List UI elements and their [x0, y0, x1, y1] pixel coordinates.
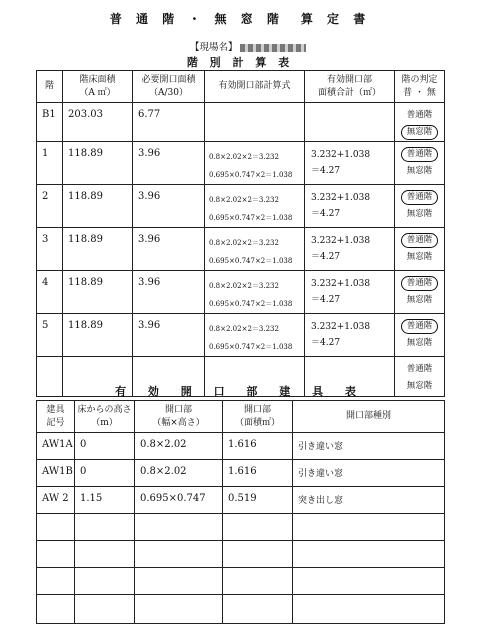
opening-area-cell: 1.616: [223, 433, 293, 460]
effective-total-cell: [305, 103, 395, 142]
col-opening-area: 開口部 （面積㎡）: [223, 401, 293, 433]
required-area-cell: 3.96: [133, 314, 205, 357]
formula-cell: [205, 142, 305, 185]
col-height: 床からの高さ （m）: [75, 401, 135, 433]
opening-size-cell: 0.8×2.02: [135, 460, 223, 487]
opening-type-cell: [293, 541, 445, 568]
fixture-row: [37, 541, 445, 568]
symbol-cell: [37, 595, 75, 624]
required-area-cell: 3.96: [133, 271, 205, 314]
judgement-cell: [395, 103, 445, 142]
judge-normal: 普通階: [401, 233, 439, 248]
col-opening-size: 開口部 （幅×高さ）: [135, 401, 223, 433]
formula-cell: [205, 228, 305, 271]
total-line: ＝4.27: [311, 295, 341, 305]
height-cell: [75, 514, 135, 541]
height-cell: 0: [75, 433, 135, 460]
opening-size-cell: [135, 514, 223, 541]
col-judgement: 階の判定 普 ・ 無: [395, 71, 445, 103]
floor-area-cell: 118.89: [63, 314, 133, 357]
col-floor-area: 階床面積 （A ㎡）: [63, 71, 133, 103]
floor-area-cell: 118.89: [63, 228, 133, 271]
floor-row: [37, 314, 445, 357]
judgement-cell: [395, 314, 445, 357]
height-cell: 0: [75, 460, 135, 487]
col-symbol: 建具 記号: [37, 401, 75, 433]
fixture-row: [37, 514, 445, 541]
effective-total-cell: [305, 314, 395, 357]
height-cell: [75, 568, 135, 595]
col-formula: 有効開口部計算式: [205, 71, 305, 103]
required-area-cell: 3.96: [133, 228, 205, 271]
site-name-field: [190, 39, 306, 53]
judge-windowless: 無窓階: [406, 338, 433, 348]
opening-area-cell: [223, 595, 293, 624]
judgement-cell: [395, 185, 445, 228]
formula-line: 0.8×2.02×2＝3.232: [209, 239, 279, 247]
col-floor: 階: [37, 71, 63, 103]
formula-line: 0.8×2.02×2＝3.232: [209, 325, 279, 333]
fixture-row: [37, 595, 445, 624]
total-line: 3.232+1.038: [311, 193, 371, 203]
floor-row: [37, 185, 445, 228]
col-required-opening: 必要開口面積 （A/30）: [133, 71, 205, 103]
fixture-row: [37, 433, 445, 460]
judge-normal: 普通階: [401, 190, 439, 205]
judge-windowless: 無窓階: [401, 125, 439, 140]
opening-size-cell: [135, 541, 223, 568]
fixture-table-header: [37, 401, 445, 433]
judge-windowless: 無窓階: [406, 166, 433, 176]
floor-calculation-table: [36, 70, 445, 397]
opening-size-cell: 0.695×0.747: [135, 487, 223, 514]
floor-cell: 4: [37, 271, 63, 314]
total-line: ＝4.27: [311, 252, 341, 262]
floor-cell: 5: [37, 314, 63, 357]
judgement-cell: [395, 271, 445, 314]
symbol-cell: AW 2: [37, 487, 75, 514]
judge-windowless: 無窓階: [406, 209, 433, 219]
floor-row: [37, 142, 445, 185]
symbol-cell: [37, 514, 75, 541]
total-line: 3.232+1.038: [311, 322, 371, 332]
opening-area-cell: [223, 541, 293, 568]
symbol-cell: AW1A: [37, 433, 75, 460]
judge-normal: 普通階: [401, 276, 439, 291]
symbol-cell: [37, 541, 75, 568]
required-area-cell: 3.96: [133, 142, 205, 185]
formula-cell: [205, 103, 305, 142]
formula-line: 0.8×2.02×2＝3.232: [209, 153, 279, 161]
floor-area-cell: 203.03: [63, 103, 133, 142]
opening-size-cell: [135, 568, 223, 595]
total-line: ＝4.27: [311, 166, 341, 176]
opening-type-cell: 突き出し窓: [293, 487, 445, 514]
judgement-cell: [395, 142, 445, 185]
height-cell: [75, 541, 135, 568]
formula-cell: [205, 185, 305, 228]
judgement-cell: [395, 228, 445, 271]
judge-windowless: 無窓階: [406, 381, 433, 391]
site-name-label: 【現場名】: [190, 42, 238, 53]
judge-normal: 普通階: [401, 319, 439, 334]
floor-area-cell: 118.89: [63, 142, 133, 185]
effective-total-cell: [305, 185, 395, 228]
fixture-row: [37, 487, 445, 514]
floor-area-cell: 118.89: [63, 271, 133, 314]
formula-line: 0.695×0.747×2＝1.038: [209, 257, 293, 265]
formula-line: 0.695×0.747×2＝1.038: [209, 171, 293, 179]
formula-line: 0.695×0.747×2＝1.038: [209, 343, 293, 351]
height-cell: 1.15: [75, 487, 135, 514]
floor-cell: B1: [37, 103, 63, 142]
floor-cell: 3: [37, 228, 63, 271]
judge-normal: 普通階: [406, 364, 433, 374]
document-title: 普 通 階 ・ 無 窓 階 算 定 書: [109, 12, 371, 26]
formula-cell: [205, 271, 305, 314]
floor-cell: 1: [37, 142, 63, 185]
floor-table-title: 階 別 計 算 表: [186, 56, 294, 69]
judge-windowless: 無窓階: [406, 295, 433, 305]
formula-line: 0.695×0.747×2＝1.038: [209, 300, 293, 308]
opening-area-cell: [223, 514, 293, 541]
total-line: 3.232+1.038: [311, 279, 371, 289]
site-name-redacted: [240, 44, 306, 52]
effective-total-cell: [305, 271, 395, 314]
total-line: ＝4.27: [311, 209, 341, 219]
fixture-table: [36, 400, 445, 624]
formula-cell: [205, 314, 305, 357]
floor-row: [37, 271, 445, 314]
total-line: ＝4.27: [311, 338, 341, 348]
opening-area-cell: 1.616: [223, 460, 293, 487]
opening-area-cell: 0.519: [223, 487, 293, 514]
symbol-cell: [37, 568, 75, 595]
symbol-cell: AW1B: [37, 460, 75, 487]
required-area-cell: 3.96: [133, 185, 205, 228]
formula-line: 0.695×0.747×2＝1.038: [209, 214, 293, 222]
col-effective-total: 有効開口部 面積合計（㎡）: [305, 71, 395, 103]
opening-type-cell: [293, 514, 445, 541]
floor-area-cell: 118.89: [63, 185, 133, 228]
required-area-cell: 6.77: [133, 103, 205, 142]
fixture-table-title: 有 効 開 口 部 建 具 表: [115, 385, 365, 398]
opening-type-cell: [293, 568, 445, 595]
height-cell: [75, 595, 135, 624]
effective-total-cell: [305, 142, 395, 185]
formula-line: 0.8×2.02×2＝3.232: [209, 282, 279, 290]
fixture-row: [37, 568, 445, 595]
opening-type-cell: 引き違い窓: [293, 460, 445, 487]
judge-normal: 普通階: [406, 110, 433, 120]
total-line: 3.232+1.038: [311, 150, 371, 160]
formula-line: 0.8×2.02×2＝3.232: [209, 196, 279, 204]
opening-type-cell: 引き違い窓: [293, 433, 445, 460]
floor-row: [37, 103, 445, 142]
fixture-row: [37, 460, 445, 487]
opening-size-cell: [135, 595, 223, 624]
opening-area-cell: [223, 568, 293, 595]
opening-type-cell: [293, 595, 445, 624]
effective-total-cell: [305, 228, 395, 271]
floor-table-header: [37, 71, 445, 103]
judge-normal: 普通階: [401, 147, 439, 162]
judge-windowless: 無窓階: [406, 252, 433, 262]
floor-cell: 2: [37, 185, 63, 228]
floor-row: [37, 228, 445, 271]
col-opening-type: 開口部種別: [293, 401, 445, 433]
total-line: 3.232+1.038: [311, 236, 371, 246]
opening-size-cell: 0.8×2.02: [135, 433, 223, 460]
